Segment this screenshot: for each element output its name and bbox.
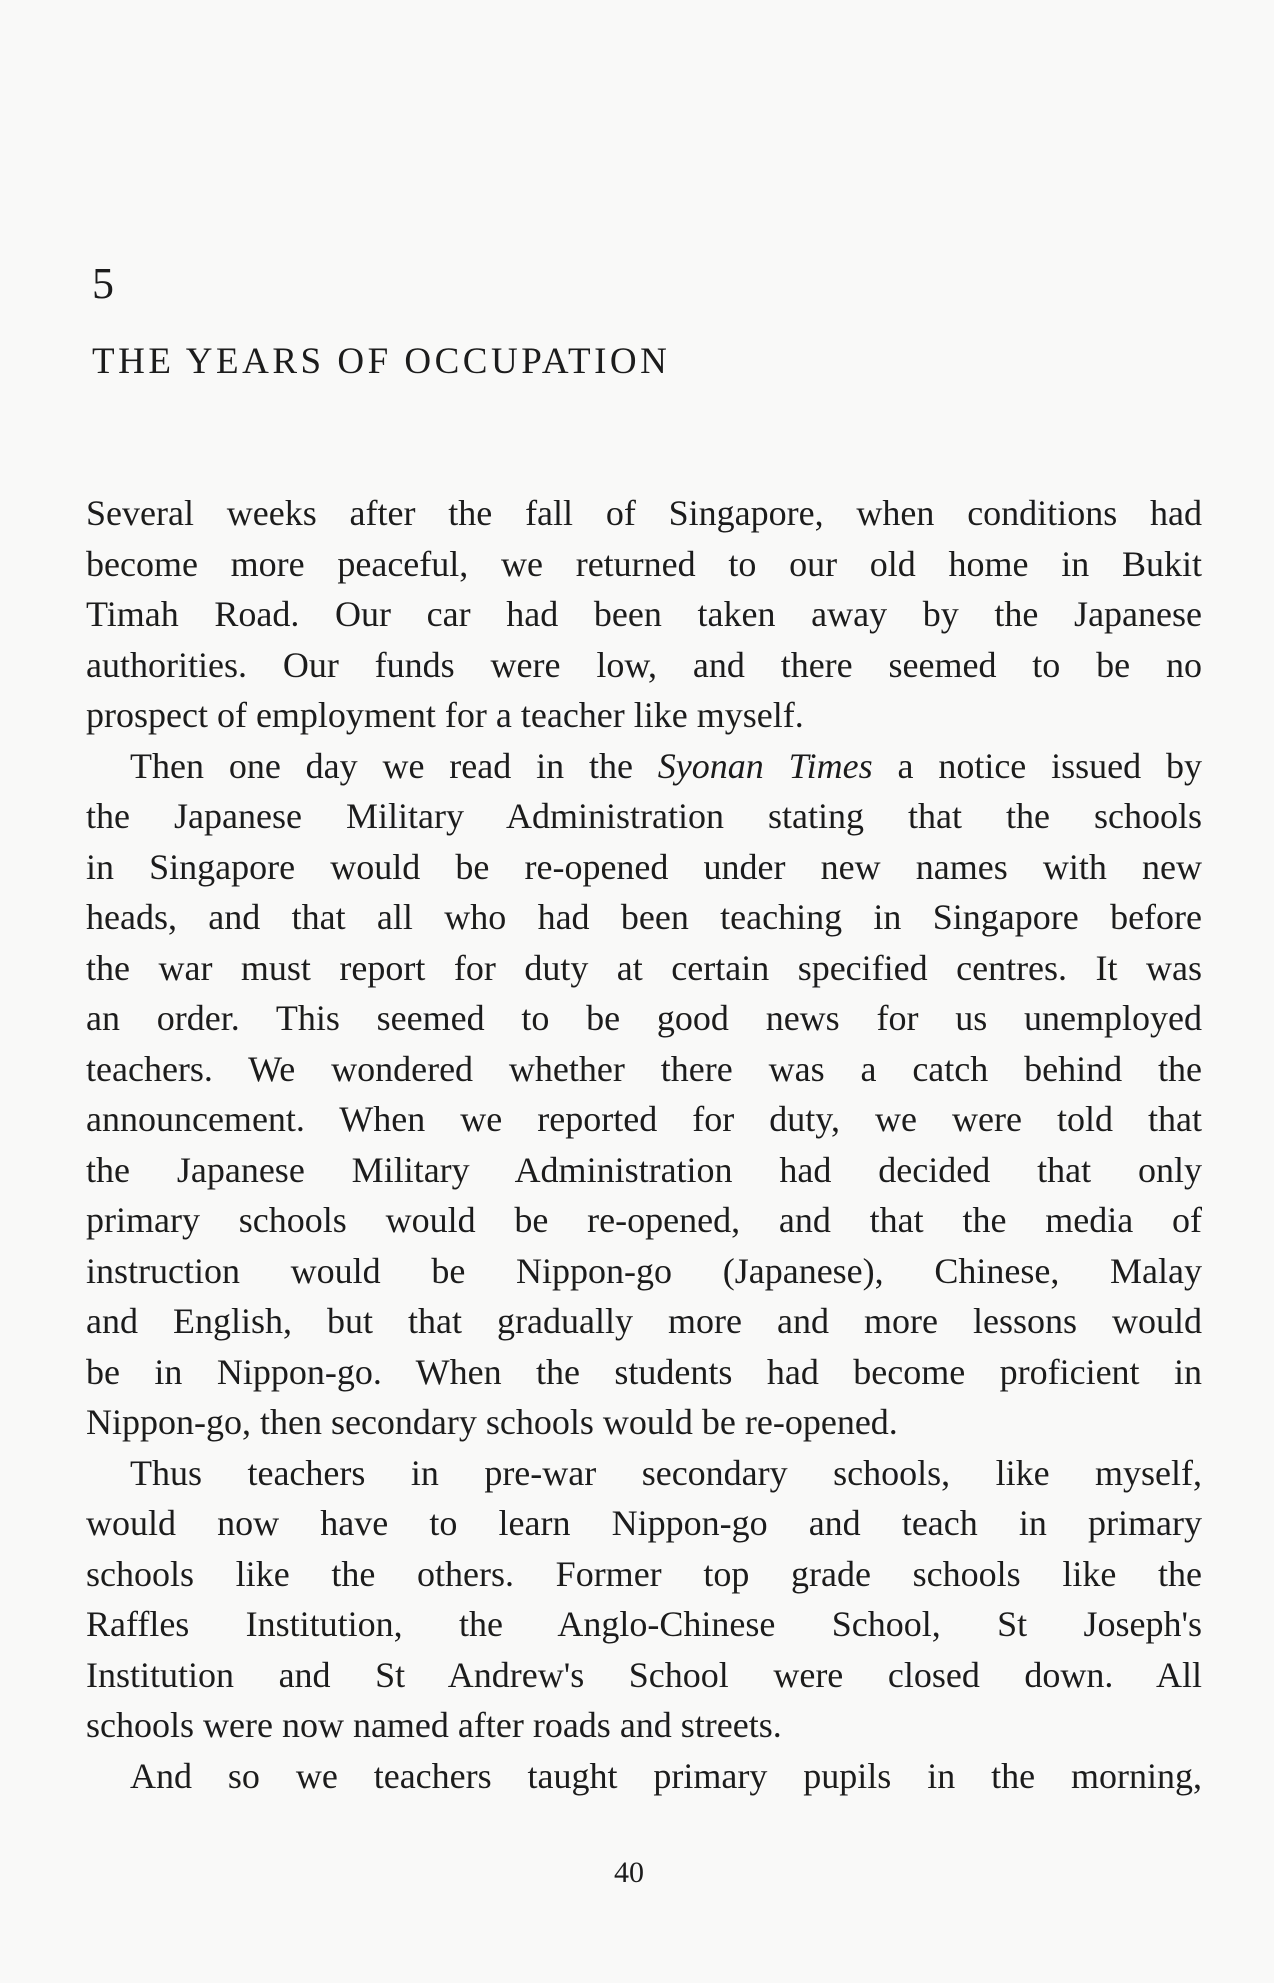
text-line: become more peaceful, we returned to our old home in Bukit: [86, 543, 1202, 584]
text-line: teachers. We wondered whether there was a catch behind the: [86, 1048, 1202, 1089]
text-line: the Japanese Military Administration stating that the schools: [86, 796, 1202, 836]
text-line: schools like the others. Former top grade schools like the: [86, 1553, 1202, 1594]
body-text: [86, 488, 1202, 1801]
text-line: instruction would be Nippon-go (Japanese), Chinese, Malay: [86, 1250, 1202, 1291]
text-segment: a notice issued by: [872, 745, 1202, 786]
page-number: 40: [614, 1856, 644, 1889]
text-line: the Japanese Military Administration had decided that only: [86, 1149, 1202, 1190]
text-line: Raffles Institution, the Anglo-Chinese School, St Joseph's: [86, 1604, 1202, 1644]
text-segment: Then one day we read in the: [130, 745, 658, 786]
text-line: and English, but that gradually more and more lessons would: [86, 1301, 1202, 1341]
text-line: primary schools would be re-opened, and that the media of: [86, 1200, 1202, 1240]
text-line: Several weeks after the fall of Singapore, when conditions had: [86, 493, 1202, 533]
italic-title: Syonan Times: [657, 745, 873, 786]
text-line: Timah Road. Our car had been taken away by the Japanese: [86, 594, 1202, 634]
chapter-title: THE YEARS OF OCCUPATION: [92, 341, 671, 382]
text-line: authorities. Our funds were low, and there seemed to be no: [86, 644, 1202, 685]
chapter-number: 5: [92, 259, 114, 308]
text-line: the war must report for duty at certain specified centres. It was: [86, 947, 1202, 988]
text-line: announcement. When we reported for duty, we were told that: [86, 1099, 1202, 1139]
text-line: be in Nippon-go. When the students had become proficient in: [86, 1351, 1202, 1392]
text-line: schools were now named after roads and streets.: [86, 1705, 782, 1745]
text-line: Nippon-go, then secondary schools would be re-opened.: [86, 1402, 898, 1442]
text-line: would now have to learn Nippon-go and teach in primary: [86, 1503, 1202, 1543]
text-line: an order. This seemed to be good news for us unemployed: [86, 998, 1202, 1038]
text-line: And so we teachers taught primary pupils in the morning,: [130, 1755, 1202, 1796]
text-line: in Singapore would be re-opened under new names with new: [86, 846, 1202, 887]
text-line: Institution and St Andrew's School were closed down. All: [86, 1654, 1202, 1695]
text-line: heads, and that all who had been teaching in Singapore before: [86, 897, 1202, 937]
text-line: prospect of employment for a teacher like myself.: [86, 695, 804, 735]
text-line: Thus teachers in pre-war secondary schools, like myself,: [130, 1452, 1202, 1493]
text-line: [86, 741, 1202, 792]
